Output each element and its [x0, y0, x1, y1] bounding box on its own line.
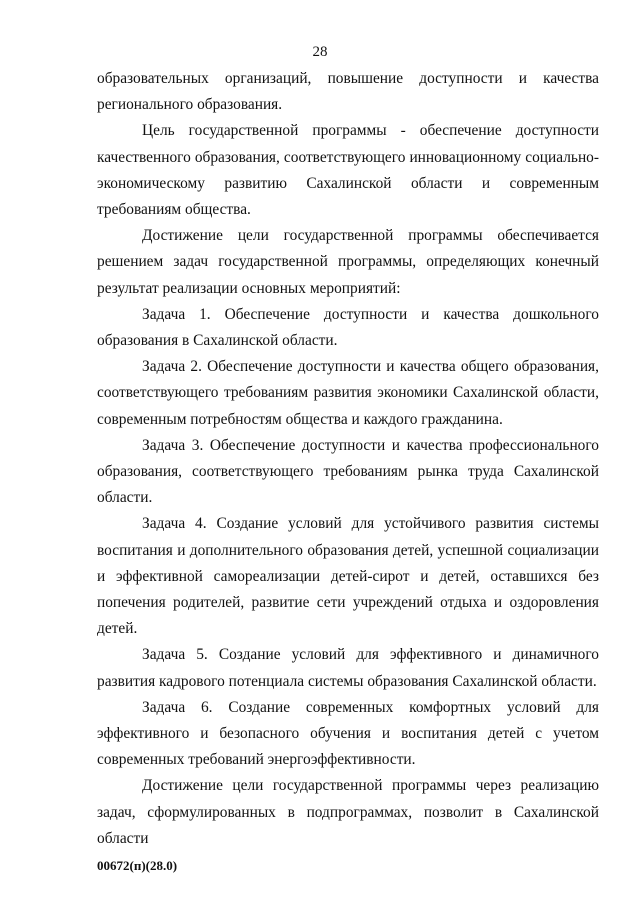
- paragraph-task-1: Задача 1. Обеспечение доступности и качества дошкольного образования в Сахалинской области.: [97, 305, 599, 350]
- paragraph-conclusion: Достижение цели государственной программы через реализацию задач, сформулированных в подпрограммах, позволит в Сахалинской области: [97, 777, 599, 847]
- document-body: [97, 66, 599, 852]
- paragraph-achievement: Достижение цели государственной программы обеспечивается решением задач государственной программы, определяющих конечный результат реализации основных мероприятий:: [97, 227, 599, 297]
- paragraph-goal: Цель государственной программы - обеспечение доступности качественного образования, соответствующего инновационному социально-экономическому развитию Сахалинской области и современным требованиям общества.: [97, 122, 599, 219]
- paragraph-task-5: Задача 5. Создание условий для эффективного и динамичного развития кадрового потенциала системы образования Сахалинской области.: [97, 646, 599, 690]
- paragraph-task-6: Задача 6. Создание современных комфортных условий для эффективного и безопасного обучения и воспитания детей с учетом современных требований энергоэффективности.: [97, 698, 599, 769]
- paragraph-task-3: Задача 3. Обеспечение доступности и качества профессионального образования, соответствующего требованиям рынка труда Сахалинской области.: [97, 436, 599, 507]
- document-footer-code: 00672(п)(28.0): [97, 858, 178, 873]
- page-number: 28: [312, 44, 328, 60]
- paragraph-task-2: Задача 2. Обеспечение доступности и качества общего образования, соответствующего требованиям развития экономики Сахалинской области, современным потребностям общества и каждого гражданина.: [97, 358, 599, 428]
- paragraph-task-4: Задача 4. Создание условий для устойчивого развития системы воспитания и дополнительного образования детей, успешной социализации и эффективной самореализации детей-сирот и детей, оставшихся без попечения родителей, развитие сети учреждений отдыха и оздоровления детей.: [97, 515, 599, 638]
- paragraph-continuation: образовательных организаций, повышение доступности и качества регионального образования.: [97, 70, 599, 114]
